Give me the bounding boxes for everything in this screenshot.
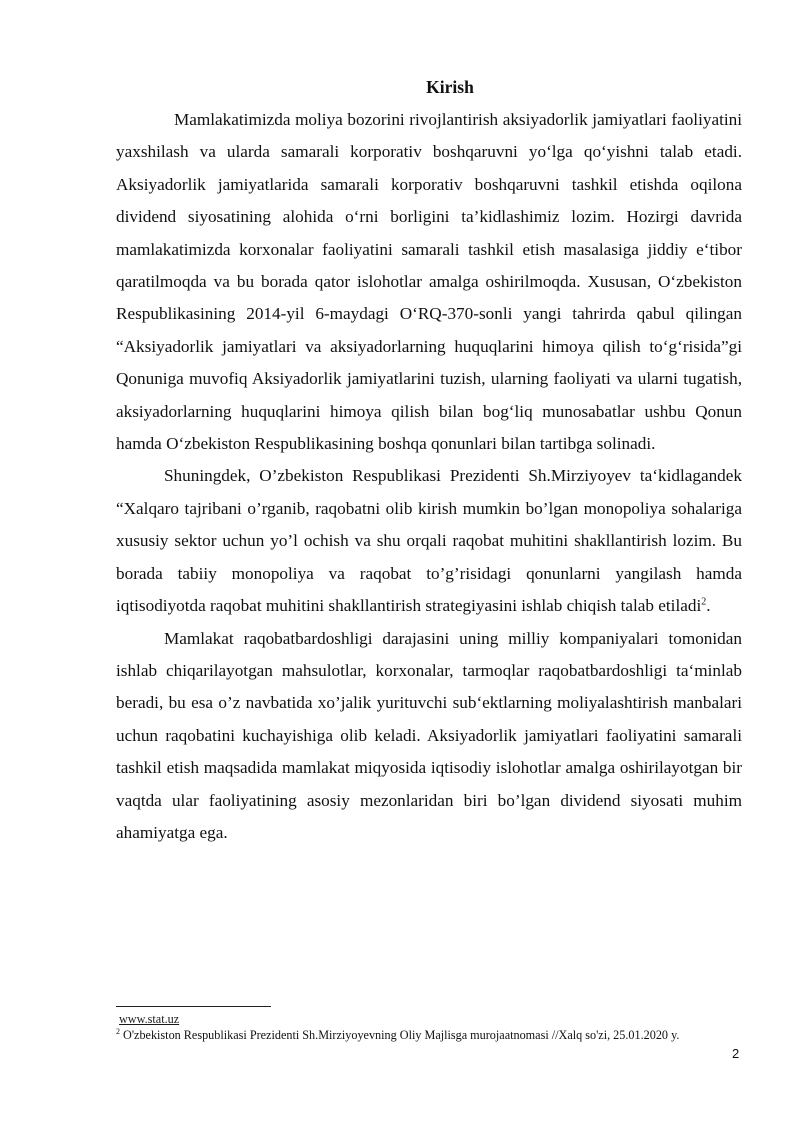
- paragraph-2-end: .: [706, 596, 711, 616]
- paragraph-2: [116, 460, 742, 622]
- footnote-2-mark: 2: [116, 1026, 120, 1036]
- footnote-separator: [116, 1006, 271, 1007]
- paragraph-1: [116, 104, 742, 460]
- page-number: 2: [732, 1046, 740, 1061]
- footnotes: [116, 1012, 756, 1043]
- footnote-1: [116, 1012, 756, 1028]
- body-text: [116, 104, 742, 849]
- footnote-link[interactable]: www.stat.uz: [119, 1012, 180, 1026]
- footnote-ref-2[interactable]: 2: [701, 596, 707, 608]
- paragraph-3: [116, 623, 742, 850]
- footnote-2: [116, 1028, 756, 1044]
- paragraph-3-text: Mamlakat raqobatbardoshligi darajasini uning milliy kompaniyalari tomonidan ishlab chiqarilayotgan mahsulotlar, korxonalar, tarmoqlar raqobatbardoshligi ta‘minlab beradi, bu esa o’z navbatida xo’jalik yurituvchi sub‘ektlarning moliyalashtirish manbalari uchun raqobatini kuchayishiga olib keladi. Aksiyadorlik jamiyatlari faoliyatini samarali tashkil etish maqsadida mamlakat miqyosida iqtisodiy islohotlar amalga oshirilayotgan bir vaqtda ular faoliyatining asosiy mezonlaridan biri bo’lgan dividend siyosati muhim ahamiyatga ega.: [116, 628, 742, 842]
- paragraph-1-text: Mamlakatimizda moliya bozorini rivojlantirish aksiyadorlik jamiyatlari faoliyatini yaxshilash va ularda samarali korporativ boshqaruvni yo‘lga qo‘yishni talab etadi. Aksiyadorlik jamiyatlarida samarali korporativ boshqaruvni tashkil etishda oqilona dividend siyosatining alohida o‘rni borligini ta’kidlashimiz lozim. Hozirgi davrida mamlakatimizda korxonalar faoliyatini samarali tashkil etish masalasiga jiddiy e‘tibor qaratilmoqda va bu borada qator islohotlar amalga oshirilmoqda. Xususan, O‘zbekiston Respublikasining 2014-yil 6-maydagi O‘RQ-370-sonli yangi tahrirda qabul qilingan “Aksiyadorlik jamiyatlari va aksiyadorlarning huquqlarini himoya qilish to‘g‘risida”gi Qonuniga muvofiq Aksiyadorlik jamiyatlarini tuzish, ularning faoliyati va ularni tugatish, aksiyadorlarning huquqlarini himoya qilish bilan bog‘liq munosabatlar ushbu Qonun hamda O‘zbekiston Respublikasining boshqa qonunlari bilan tartibga solinadi.: [116, 110, 742, 454]
- footnote-2-text: O'zbekiston Respublikasi Prezidenti Sh.Mirziyoyevning Oliy Majlisga murojaatnomasi //Xalq so'zi, 25.01.2020 y.: [120, 1027, 680, 1042]
- section-title: Kirish: [426, 77, 474, 97]
- paragraph-2-text: Shuningdek, O’zbekiston Respublikasi Prezidenti Sh.Mirziyoyev ta‘kidlagandek “Xalqaro tajribani o’rganib, raqobatni olib kirish mumkin bo’lgan monopoliya sohalariga xususiy sektor uchun yo’l ochish va shu orqali raqobat muhitini shakllantirish lozim. Bu borada tabiiy monopoliya va raqobat to’g’risidagi qonunlarni yangilash hamda iqtisodiyotda raqobat muhitini shakllantirish strategiyasini ishlab chiqish talab etiladi: [116, 466, 742, 616]
